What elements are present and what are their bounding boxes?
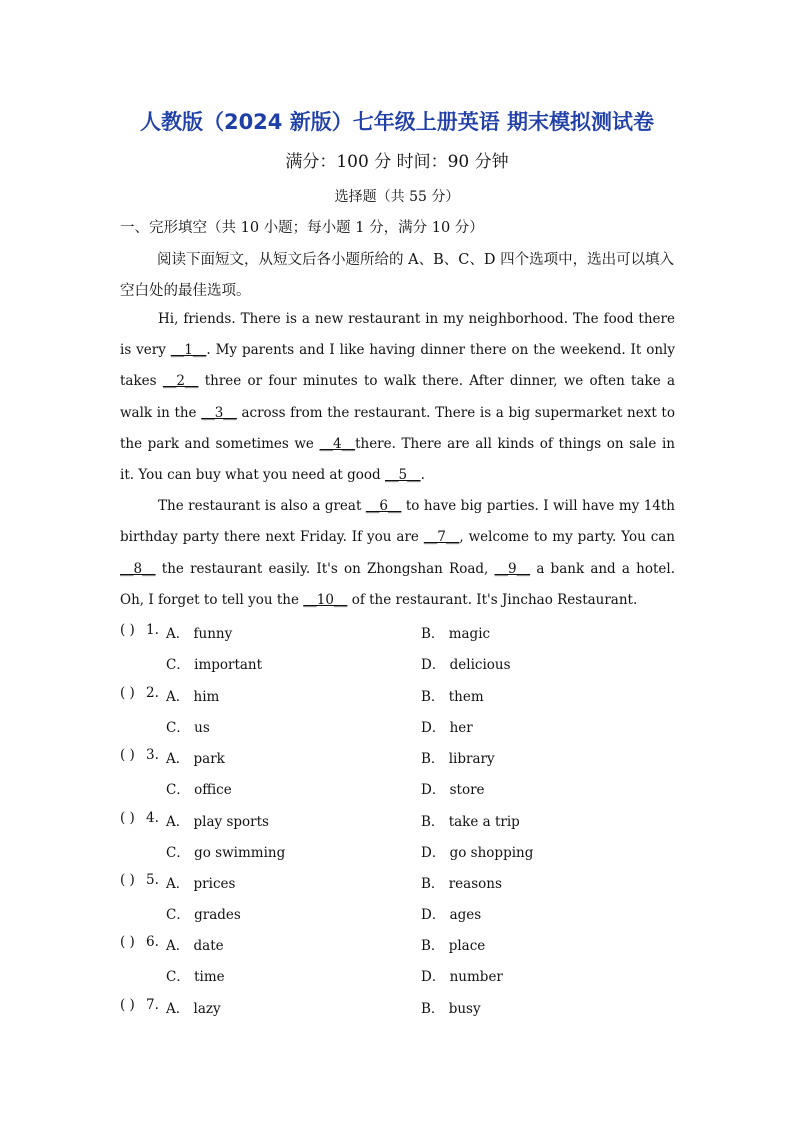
option-b: B． them xyxy=(421,689,484,705)
passage-text: to have big parties. I will have my 14th birthday party there next Friday. If you are xyxy=(120,498,676,546)
instructions: 阅读下面短文，从短文后各小题所给的 A、B、C、D 四个选项中，选出可以填入空白处的最佳选项。 xyxy=(120,252,675,299)
question-number: 7. xyxy=(146,997,159,1013)
option-d: D． ages xyxy=(421,907,482,923)
option-a: A． funny xyxy=(166,626,233,642)
question-2 xyxy=(0,685,794,736)
option-d: D． her xyxy=(421,720,473,736)
answer-paren[interactable]: ( ) xyxy=(120,810,135,826)
option-a: A． lazy xyxy=(166,1001,221,1017)
option-c: C． important xyxy=(166,657,263,673)
cloze-passage xyxy=(120,304,675,616)
option-d: D． store xyxy=(421,782,485,798)
question-number: 1. xyxy=(146,622,159,638)
option-b: B． busy xyxy=(421,1001,481,1017)
question-number: 5. xyxy=(146,872,159,888)
blank-3: __3__ xyxy=(201,404,237,421)
answer-paren[interactable]: ( ) xyxy=(120,997,135,1013)
question-4 xyxy=(0,810,794,861)
option-c: C． grades xyxy=(166,907,241,923)
blank-4: __4__ xyxy=(319,435,356,452)
option-b: B． place xyxy=(421,938,486,954)
option-a: A． play sports xyxy=(166,814,269,830)
option-c: C． office xyxy=(166,782,232,798)
answer-paren[interactable]: ( ) xyxy=(120,747,135,763)
question-3 xyxy=(0,747,794,798)
answer-paren[interactable]: ( ) xyxy=(120,622,135,638)
question-number: 3. xyxy=(146,747,159,763)
passage-text: Hi, friends. There is a new restaurant in my neighborhood. The food there is very xyxy=(120,311,675,359)
option-b: B． reasons xyxy=(421,876,502,892)
passage-text: , welcome to my party. You can xyxy=(459,529,676,546)
blank-5: __5__ xyxy=(384,467,421,484)
option-d: D． number xyxy=(421,969,503,985)
option-d: D． delicious xyxy=(421,657,511,673)
passage-text: there. There are all kinds of things on sale in it. You can buy what you need at good xyxy=(120,435,675,484)
passage-text: three or four minutes to walk there. After dinner, we often take a walk in the xyxy=(120,373,676,421)
question-6 xyxy=(0,934,794,985)
section-heading: 选择题（共 55 分） xyxy=(334,189,460,205)
option-c: C． time xyxy=(166,969,225,985)
question-7 xyxy=(0,997,794,1028)
exam-title: 人教版（2024 新版）七年级上册英语 期末模拟测试卷 xyxy=(139,110,655,134)
option-c: C． go swimming xyxy=(166,845,286,861)
answer-paren[interactable]: ( ) xyxy=(120,934,135,950)
passage-paragraph-2 xyxy=(120,491,675,616)
blank-2: __2__ xyxy=(162,373,199,390)
option-a: A． prices xyxy=(166,876,236,892)
passage-text: across from the restaurant. There is a big supermarket next to the park and sometimes we xyxy=(120,404,675,452)
passage-paragraph-1 xyxy=(120,304,675,491)
question-1 xyxy=(0,622,794,673)
option-c: C． us xyxy=(166,720,210,736)
passage-text: . xyxy=(420,467,425,484)
blank-8: __8__ xyxy=(120,560,156,577)
answer-paren[interactable]: ( ) xyxy=(120,872,135,888)
question-number: 4. xyxy=(146,810,159,826)
passage-text: . My parents and I like having dinner there on the weekend. It only takes xyxy=(120,342,675,390)
question-5 xyxy=(0,872,794,923)
option-b: B． magic xyxy=(421,626,491,642)
blank-1: __1__ xyxy=(170,342,207,359)
option-a: A． date xyxy=(166,938,224,954)
question-number: 6. xyxy=(146,934,159,950)
question-number: 2. xyxy=(146,685,159,701)
option-b: B． library xyxy=(421,751,495,767)
exam-subtitle: 满分：100 分 时间：90 分钟 xyxy=(285,152,509,172)
answer-paren[interactable]: ( ) xyxy=(120,685,135,701)
option-a: A． park xyxy=(166,751,225,767)
passage-text: The restaurant is also a great xyxy=(158,498,366,515)
blank-10: __10__ xyxy=(303,591,348,608)
option-b: B． take a trip xyxy=(421,814,520,830)
part-heading: 一、完形填空（共 10 小题；每小题 1 分，满分 10 分） xyxy=(120,220,484,236)
blank-7: __7__ xyxy=(423,529,460,546)
passage-text: the restaurant easily. It's on Zhongshan Road, xyxy=(155,560,495,577)
blank-9: __9__ xyxy=(494,560,531,577)
blank-6: __6__ xyxy=(365,498,402,515)
option-d: D． go shopping xyxy=(421,845,534,861)
option-a: A． him xyxy=(166,689,220,705)
passage-text: a bank and a hotel. Oh, I forget to tell you the xyxy=(120,560,675,608)
passage-text: of the restaurant. It's Jinchao Restaurant. xyxy=(347,591,638,608)
